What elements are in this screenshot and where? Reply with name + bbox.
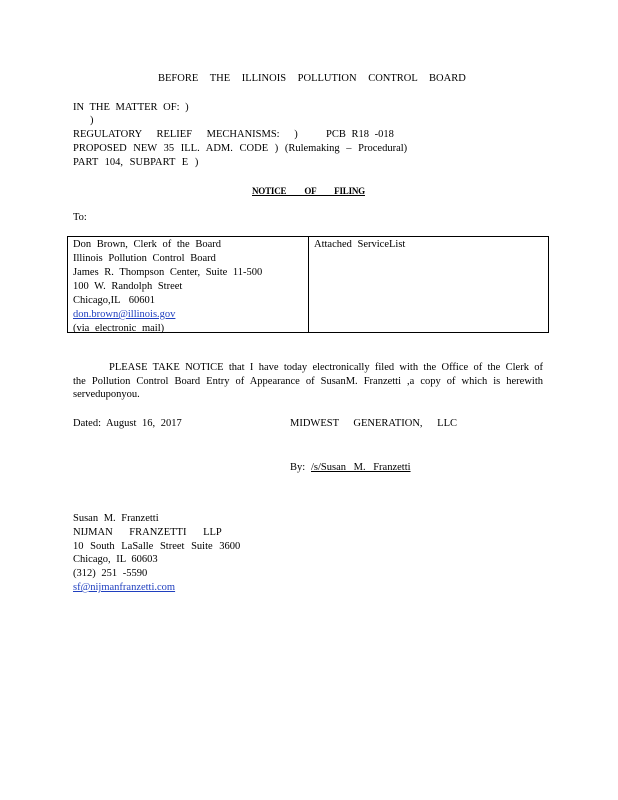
page-heading: BEFORE THE ILLINOIS POLLUTION CONTROL BOARD [158, 73, 466, 84]
to-label: To: [73, 212, 87, 223]
recipient-building: James R. Thompson Center, Suite 11-500 [73, 267, 263, 278]
attorney-city: Chicago, IL 60603 [73, 554, 158, 565]
recipient-table [67, 236, 549, 333]
table-divider [308, 237, 309, 332]
dated-line: Dated: August 16, 2017 [73, 418, 182, 429]
attorney-phone: (312) 251 -5590 [73, 568, 148, 579]
recipient-name: Don Brown, Clerk of the Board [73, 239, 221, 250]
attorney-name: Susan M. Franzetti [73, 513, 159, 524]
recipient-street: 100 W. Randolph Street [73, 281, 183, 292]
caption-regulatory-line: REGULATORY RELIEF MECHANISMS: ) [73, 129, 298, 140]
caption-docket-number: PCB R18 -018 [326, 129, 394, 140]
caption-part-line: PART 104, SUBPART E ) [73, 157, 199, 168]
attorney-firm: NIJMAN FRANZETTI LLP [73, 527, 222, 538]
notice-body-paragraph: PLEASE TAKE NOTICE that I have today electronically filed with the Office of the Clerk of the Pollution Control Board Entry of Appearance of SusanM. Franzetti ,a copy of which is herewith serveduponyou. [73, 362, 543, 400]
caption-matter-line: IN THE MATTER OF: ) [73, 102, 189, 113]
recipient-delivery-method: (via electronic mail) [73, 323, 165, 334]
attorney-email-link[interactable]: sf@nijmanfranzetti.com [73, 582, 176, 593]
by-label: By: [290, 462, 306, 473]
recipient-cell [73, 238, 262, 336]
recipient-city: Chicago,IL 60601 [73, 295, 156, 306]
party-name: MIDWEST GENERATION, LLC [290, 418, 458, 429]
caption-paren-line: ) [90, 115, 94, 126]
service-list-text: Attached ServiceList [314, 239, 406, 250]
recipient-email-link[interactable]: don.brown@illinois.gov [73, 309, 176, 320]
notice-title: NOTICE OF FILING [252, 186, 365, 196]
recipient-org: Illinois Pollution Control Board [73, 253, 216, 264]
service-list-cell [314, 238, 405, 252]
caption-proposed-line: PROPOSED NEW 35 ILL. ADM. CODE ) (Rulemaking – Procedural) [73, 143, 408, 154]
attorney-street: 10 South LaSalle Street Suite 3600 [73, 541, 241, 552]
signature-line: /s/Susan M. Franzetti [311, 462, 411, 473]
